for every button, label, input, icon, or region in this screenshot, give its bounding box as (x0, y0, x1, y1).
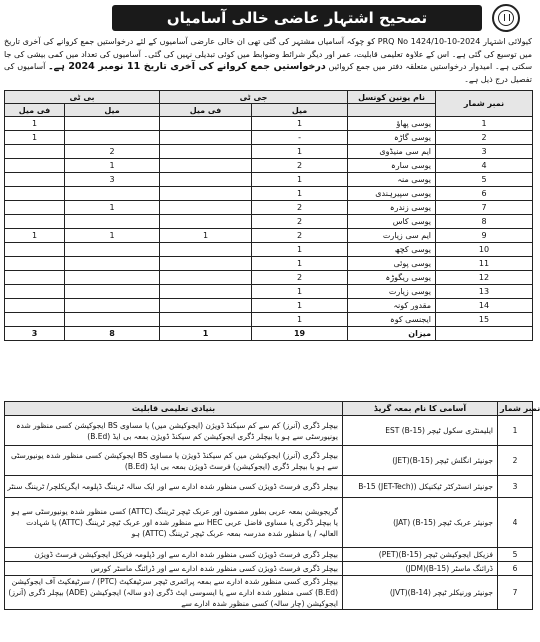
uc-name-cell: ایم سی زیارت (348, 229, 436, 243)
post-cell: ایلیمنٹری سکول ٹیچر (B-15) EST (343, 416, 498, 446)
intro-text-1: کیولائی اشتہار (483, 37, 532, 46)
serial-header: نمبر شمار (436, 91, 533, 117)
pst-male-cell: 1 (65, 201, 160, 215)
advertisement-page (2, 2, 540, 640)
total-row (5, 327, 533, 341)
pst-female-cell: 1 (5, 131, 65, 145)
serial-cell: 5 (498, 548, 533, 562)
serial-cell: 12 (436, 271, 533, 285)
table-row (5, 187, 533, 201)
serial-cell: 11 (436, 257, 533, 271)
total-serial (436, 327, 533, 341)
serial-cell: 3 (498, 476, 533, 498)
table-row (5, 416, 533, 446)
title-banner (112, 5, 482, 31)
pst-female-cell (5, 243, 65, 257)
post-cell: ڈرائنگ ماسٹر (B-15)(JDM) (343, 562, 498, 576)
table-row (5, 299, 533, 313)
intro-paragraph (4, 36, 532, 88)
header (2, 2, 534, 32)
qualification-cell: بیچلر ڈگری فرسٹ ڈویژن کسی منظور شدہ ادارے سے اور ڈرائنگ ماسٹر کورس (5, 562, 343, 576)
jst-female-cell (160, 271, 252, 285)
table-row (5, 257, 533, 271)
jst-female-cell (160, 117, 252, 131)
serial-cell: 5 (436, 173, 533, 187)
jst-male-cell: 1 (252, 313, 348, 327)
table-row (5, 313, 533, 327)
blank-header (348, 104, 436, 117)
total-pst-female: 3 (5, 327, 65, 341)
serial-cell: 4 (436, 159, 533, 173)
jst-female-cell (160, 201, 252, 215)
uc-name-cell: یوسی سارہ (348, 159, 436, 173)
pst-female-cell (5, 215, 65, 229)
post-cell: جونیئر انسٹرکٹر ٹیکنیکل (B-15 (JET-Tech) (343, 476, 498, 498)
uc-name-cell: مقدور کونہ (348, 299, 436, 313)
table-row (5, 243, 533, 257)
jst-female-header: فی میل (160, 104, 252, 117)
post-cell: جونیئر ورنیکلر ٹیچر (B-14)(JVT) (343, 576, 498, 610)
serial-cell: 10 (436, 243, 533, 257)
pst-male-cell (65, 131, 160, 145)
sst-header: بی ٹی (5, 91, 160, 104)
jst-male-cell: - (252, 131, 348, 145)
pst-male-cell (65, 313, 160, 327)
jst-male-cell: 1 (252, 117, 348, 131)
uc-name-cell: یوسی ریگوڑہ (348, 271, 436, 285)
serial-cell: 4 (498, 498, 533, 548)
table2-body (5, 416, 533, 610)
jst-female-cell (160, 257, 252, 271)
total-label: میزان (348, 327, 436, 341)
intro-text-3: آسامیوں کی تفصیل درج ذیل ہے۔ (4, 62, 532, 84)
qualification-cell: بیچلر ڈگری (آنرز) ایجوکیشن میں کم سیکنڈ ڈویژن یا مساوی BS ایجوکیشن کسی منظور شدہ یونیورسٹی سے ہو یا بیچلر ڈگری (ایجوکیشن) فرسٹ ڈویژن بمعہ بی ایڈ (B.Ed) (5, 446, 343, 476)
pst-male-cell (65, 117, 160, 131)
table-row (5, 446, 533, 476)
qualification-cell: بیچلر ڈگری کسی منظور شدہ ادارے سے بمعہ پرائمری ٹیچر سرٹیفکیٹ (PTC) / سرٹیفکیٹ آف ایجوکیشن (B.Ed) کسی منظور شدہ ادارے سے یا ایسوسی ایٹ ڈگری (دو سالہ) ایجوکیشن (ADE) بیچلر ڈگری (آنرز) ایجوکیشن (چار سالہ) کسی منظور شدہ ادارے سے (5, 576, 343, 610)
table-row (5, 271, 533, 285)
jst-male-cell: 1 (252, 173, 348, 187)
page-title: تصحیح اشتہار عاضی خالی آسامیاں (166, 9, 428, 27)
jst-male-cell: 1 (252, 145, 348, 159)
qualification-cell: گریجویشن بمعہ عربی بطور مضمون اور عربک ٹیچر ٹریننگ (ATTC) کسی منظور شدہ یونیورسٹی سے ہو یا بیچلر ڈگری یا مساوی فاضل عربی HEC سے منظور شدہ اور عربک ٹیچر ٹریننگ (ATTC) یا شہادت العالیہ / یا منظور شدہ مدرسہ بمعہ عربک ٹیچر ٹریننگ (ATTC) ہو (5, 498, 343, 548)
intro-reference: PRQ No 1424/10-10-2024 (377, 37, 481, 46)
name-header: نام یونین کونسل (348, 91, 436, 104)
pst-male-cell (65, 285, 160, 299)
table-row (5, 131, 533, 145)
serial-cell: 6 (436, 187, 533, 201)
pst-male-cell (65, 257, 160, 271)
jst-female-cell (160, 313, 252, 327)
jst-male-cell: 1 (252, 243, 348, 257)
serial-cell: 7 (436, 201, 533, 215)
jst-male-cell: 1 (252, 285, 348, 299)
intro-text-2: کو چوکہ آسامیاں مشتہر کی گئی تھی ان خالی عارضی آسامیوں کے لئے درخواستیں جمع کروانے کی آخری تاریخ میں توسیع کی گئی ہے۔ اس کے علاوہ تعلیمی قابلیت، عمر اور دیگر شرائط وضوابط میں کوئی تبدیلی نہیں کی گئی۔ آسامیوں کی تعداد میں کمی بیشی کی جا سکتی ہے۔ امیدوار درخواستیں متعلقہ دفتر میں جمع کروائیں (4, 37, 533, 71)
serial-cell: 3 (436, 145, 533, 159)
table-row (5, 498, 533, 548)
serial-header-2: نمبر شمار (498, 402, 533, 416)
serial-cell: 14 (436, 299, 533, 313)
sst-female-header: فی میل (5, 104, 65, 117)
uc-name-cell: یوسی کچھ (348, 243, 436, 257)
jst-header: جی ٹی (160, 91, 348, 104)
pst-female-cell (5, 285, 65, 299)
jst-male-cell: 1 (252, 187, 348, 201)
jst-female-cell: 1 (160, 229, 252, 243)
jst-female-cell (160, 243, 252, 257)
qualification-cell: بیچلر ڈگری فرسٹ ڈویژن کسی منظور شدہ ادارے سے اور ایک سالہ ٹریننگ ڈپلومہ ایگریکلچر/ ٹریننگ سنٹر (5, 476, 343, 498)
table-row (5, 173, 533, 187)
jst-male-cell: 2 (252, 201, 348, 215)
pst-male-cell (65, 243, 160, 257)
pst-male-cell: 2 (65, 145, 160, 159)
pst-male-cell (65, 215, 160, 229)
pst-female-cell: 1 (5, 229, 65, 243)
total-jst-male: 19 (252, 327, 348, 341)
pst-female-cell (5, 201, 65, 215)
uc-name-cell: یوسی منہ (348, 173, 436, 187)
jst-female-cell (160, 215, 252, 229)
vacancy-distribution-table (4, 90, 533, 341)
pst-female-cell (5, 187, 65, 201)
post-header: آسامی کا نام بمعہ گریڈ (343, 402, 498, 416)
serial-cell: 9 (436, 229, 533, 243)
jst-male-cell: 2 (252, 159, 348, 173)
jst-female-cell (160, 131, 252, 145)
jst-female-cell (160, 285, 252, 299)
intro-deadline: درخواستیں جمع کروانے کی آخری تاریخ 11 نومبر 2024 ہے۔ (48, 61, 326, 72)
pst-female-cell (5, 145, 65, 159)
pst-female-cell: 1 (5, 117, 65, 131)
qualification-cell: بیچلر ڈگری فرسٹ ڈویژن کسی منظور شدہ ادارے سے اور ڈپلومہ فزیکل ایجوکیشن فرسٹ ڈویژن (5, 548, 343, 562)
pst-female-cell (5, 313, 65, 327)
pst-male-cell (65, 271, 160, 285)
pst-male-cell (65, 299, 160, 313)
post-cell: جونیئر عربک ٹیچر (B-15) (JAT) (343, 498, 498, 548)
serial-cell: 15 (436, 313, 533, 327)
serial-cell: 8 (436, 215, 533, 229)
jst-female-cell (160, 159, 252, 173)
uc-name-cell: یوسی سپیرہندی (348, 187, 436, 201)
table-row (5, 548, 533, 562)
serial-cell: 7 (498, 576, 533, 610)
post-cell: جونیئر انگلش ٹیچر (B-15)(JET) (343, 446, 498, 476)
jst-female-cell (160, 187, 252, 201)
qualification-header: بنیادی تعلیمی قابلیت (5, 402, 343, 416)
qualification-cell: بیچلر ڈگری (آنرز) کم سے کم سیکنڈ ڈویژن (ایجوکیشن میں) یا مساوی BS ایجوکیشن کسی منظور شدہ یونیورسٹی سے ہو یا بیچلر ڈگری ایجوکیشن کم سیکنڈ ڈویژن بمعہ بی ایڈ (B.Ed) (5, 416, 343, 446)
table-row (5, 285, 533, 299)
pst-female-cell (5, 159, 65, 173)
uc-name-cell: یوسی گاڑہ (348, 131, 436, 145)
table-row (5, 117, 533, 131)
serial-cell: 2 (436, 131, 533, 145)
table-row (5, 215, 533, 229)
serial-cell: 1 (498, 416, 533, 446)
table-row (5, 159, 533, 173)
uc-name-cell: یوسی زندرہ (348, 201, 436, 215)
pst-female-cell (5, 299, 65, 313)
total-pst-male: 8 (65, 327, 160, 341)
jst-male-cell: 2 (252, 215, 348, 229)
uc-name-cell: یوسی کاس (348, 215, 436, 229)
uc-name-cell: یوسی پھاؤ (348, 117, 436, 131)
uc-name-cell: ایم سی منیڈوی (348, 145, 436, 159)
sst-male-header: میل (65, 104, 160, 117)
jst-male-cell: 2 (252, 271, 348, 285)
pst-male-cell (65, 187, 160, 201)
posts-qualification-table (4, 401, 540, 610)
jst-male-cell: 1 (252, 257, 348, 271)
serial-cell: 2 (498, 446, 533, 476)
table-row (5, 229, 533, 243)
jst-male-cell: 2 (252, 229, 348, 243)
pst-male-cell: 1 (65, 229, 160, 243)
jst-female-cell (160, 299, 252, 313)
serial-cell: 1 (436, 117, 533, 131)
serial-cell: 6 (498, 562, 533, 576)
jst-female-cell (160, 145, 252, 159)
uc-name-cell: یوسی زیارت (348, 285, 436, 299)
table-row (5, 562, 533, 576)
pst-female-cell (5, 173, 65, 187)
total-jst-female: 1 (160, 327, 252, 341)
jst-male-header: میل (252, 104, 348, 117)
table-row (5, 476, 533, 498)
serial-cell: 13 (436, 285, 533, 299)
pst-female-cell (5, 271, 65, 285)
uc-name-cell: یوسی پوئی (348, 257, 436, 271)
table-row (5, 201, 533, 215)
jst-male-cell: 1 (252, 299, 348, 313)
jst-female-cell (160, 173, 252, 187)
uc-name-cell: ایجنسی کوہ (348, 313, 436, 327)
post-cell: فزیکل ایجوکیشن ٹیچر (B-15)(PET) (343, 548, 498, 562)
table-row (5, 145, 533, 159)
pst-male-cell: 1 (65, 159, 160, 173)
table-row (5, 576, 533, 610)
emblem-icon (492, 4, 520, 32)
table1-body (5, 117, 533, 327)
pst-male-cell: 3 (65, 173, 160, 187)
pst-female-cell (5, 257, 65, 271)
